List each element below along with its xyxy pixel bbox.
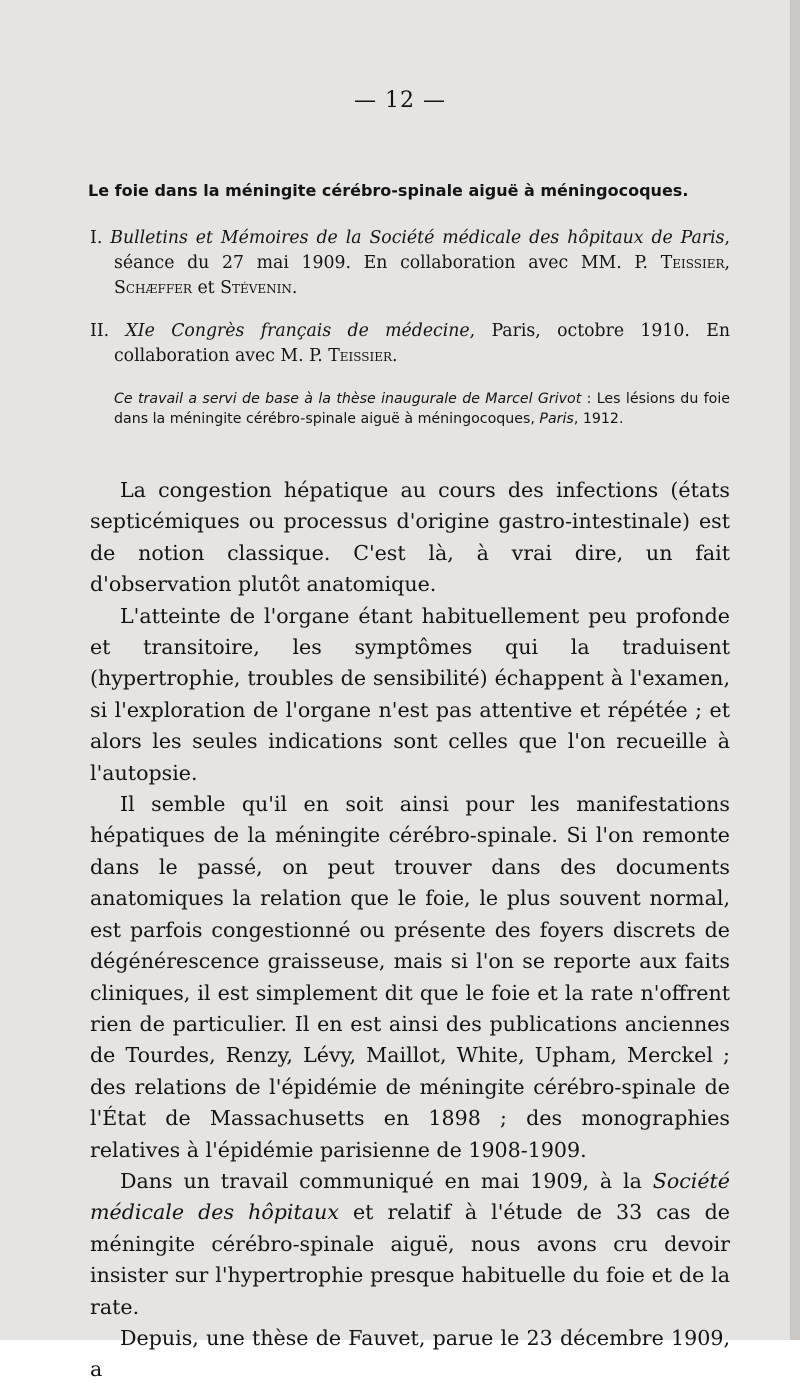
paragraph-italic: Société médicale des hôpitaux xyxy=(90,1168,730,1225)
reference-separator: et xyxy=(191,278,221,298)
page-number: — 12 — xyxy=(354,88,446,113)
paragraph-text: Dans un travail communiqué en mai 1909, à la xyxy=(120,1168,653,1193)
reference-end: . xyxy=(291,278,298,298)
reference-number: I. xyxy=(90,228,103,248)
page-content xyxy=(90,180,730,1386)
reference-separator: , xyxy=(724,253,730,273)
reference-1 xyxy=(90,226,730,301)
paragraph xyxy=(90,1166,730,1323)
note-italic: Ce travail a servi de base à la thèse inaugurale de Marcel Grivot xyxy=(114,391,582,407)
paragraph: La congestion hépatique au cours des infections (états septicémiques ou processus d'origine gastro-intestinale) est de notion classique. C'est là, à vrai dire, un fait d'observation plutôt anatomique. xyxy=(90,478,730,597)
reference-journal: XIe Congrès français de médecine xyxy=(125,321,470,341)
note-year: , 1912. xyxy=(573,411,624,427)
note-rest: : Les lésions du foie dans la méningite cérébro-spinale aiguë à méningocoques, xyxy=(114,391,730,427)
reference-author: Teissier xyxy=(660,253,725,273)
reference-author: Schæffer xyxy=(114,278,192,298)
reference-2 xyxy=(90,319,730,369)
thesis-note xyxy=(114,389,730,429)
reference-end: . xyxy=(392,346,398,366)
reference-details: , séance du 27 mai 1909. En collaboration avec MM. P. xyxy=(114,228,730,273)
reference-details: , Paris, octobre 1910. En collaboration avec M. P. xyxy=(114,321,730,366)
section-title: Le foie dans la méningite cérébro-spinale aiguë à méningocoques. xyxy=(88,181,689,200)
paragraph: L'atteinte de l'organe étant habituellement peu profonde et transitoire, les symptômes qui la traduisent (hypertrophie, troubles de sensibilité) échappent à l'examen, si l'exploration de l'organe n'est pas attentive et répétée ; et alors les seules indications sont celles que l'on recueille à l'autopsie. xyxy=(90,603,730,785)
reference-author: Stévenin xyxy=(220,278,292,298)
reference-journal: Bulletins et Mémoires de la Société médicale des hôpitaux de Paris xyxy=(110,228,725,248)
note-place: Paris xyxy=(539,411,574,427)
paragraph: Il semble qu'il en soit ainsi pour les manifestations hépatiques de la méningite cérébro-spinale. Si l'on remonte dans le passé, on peut trouver dans des documents anatomiques la relation que le foie, le plus souvent normal, est parfois congestionné ou présente des foyers discrets de dégénérescence graisseuse, mais si l'on se reporte aux faits cliniques, il est simplement dit que le foie et la rate n'offrent rien de particulier. Il en est ainsi des publications anciennes de Tourdes, Renzy, Lévy, Maillot, White, Upham, Merckel ; des relations de l'épidémie de méningite cérébro-spinale de l'État de Massachusetts en 1898 ; des monographies relatives à l'épidémie parisienne de 1908-1909. xyxy=(90,792,730,1162)
body-text xyxy=(90,475,730,1386)
reference-number: II. xyxy=(90,321,110,341)
paragraph: Depuis, une thèse de Fauvet, parue le 23 décembre 1909, a xyxy=(90,1325,730,1382)
paragraph-text: et relatif à l'étude de 33 cas de méningite cérébro-spinale aiguë, nous avons cru devoir insister sur l'hypertrophie presque habituelle du foie et de la rate. xyxy=(90,1200,730,1319)
reference-author: Teissier xyxy=(328,346,393,366)
